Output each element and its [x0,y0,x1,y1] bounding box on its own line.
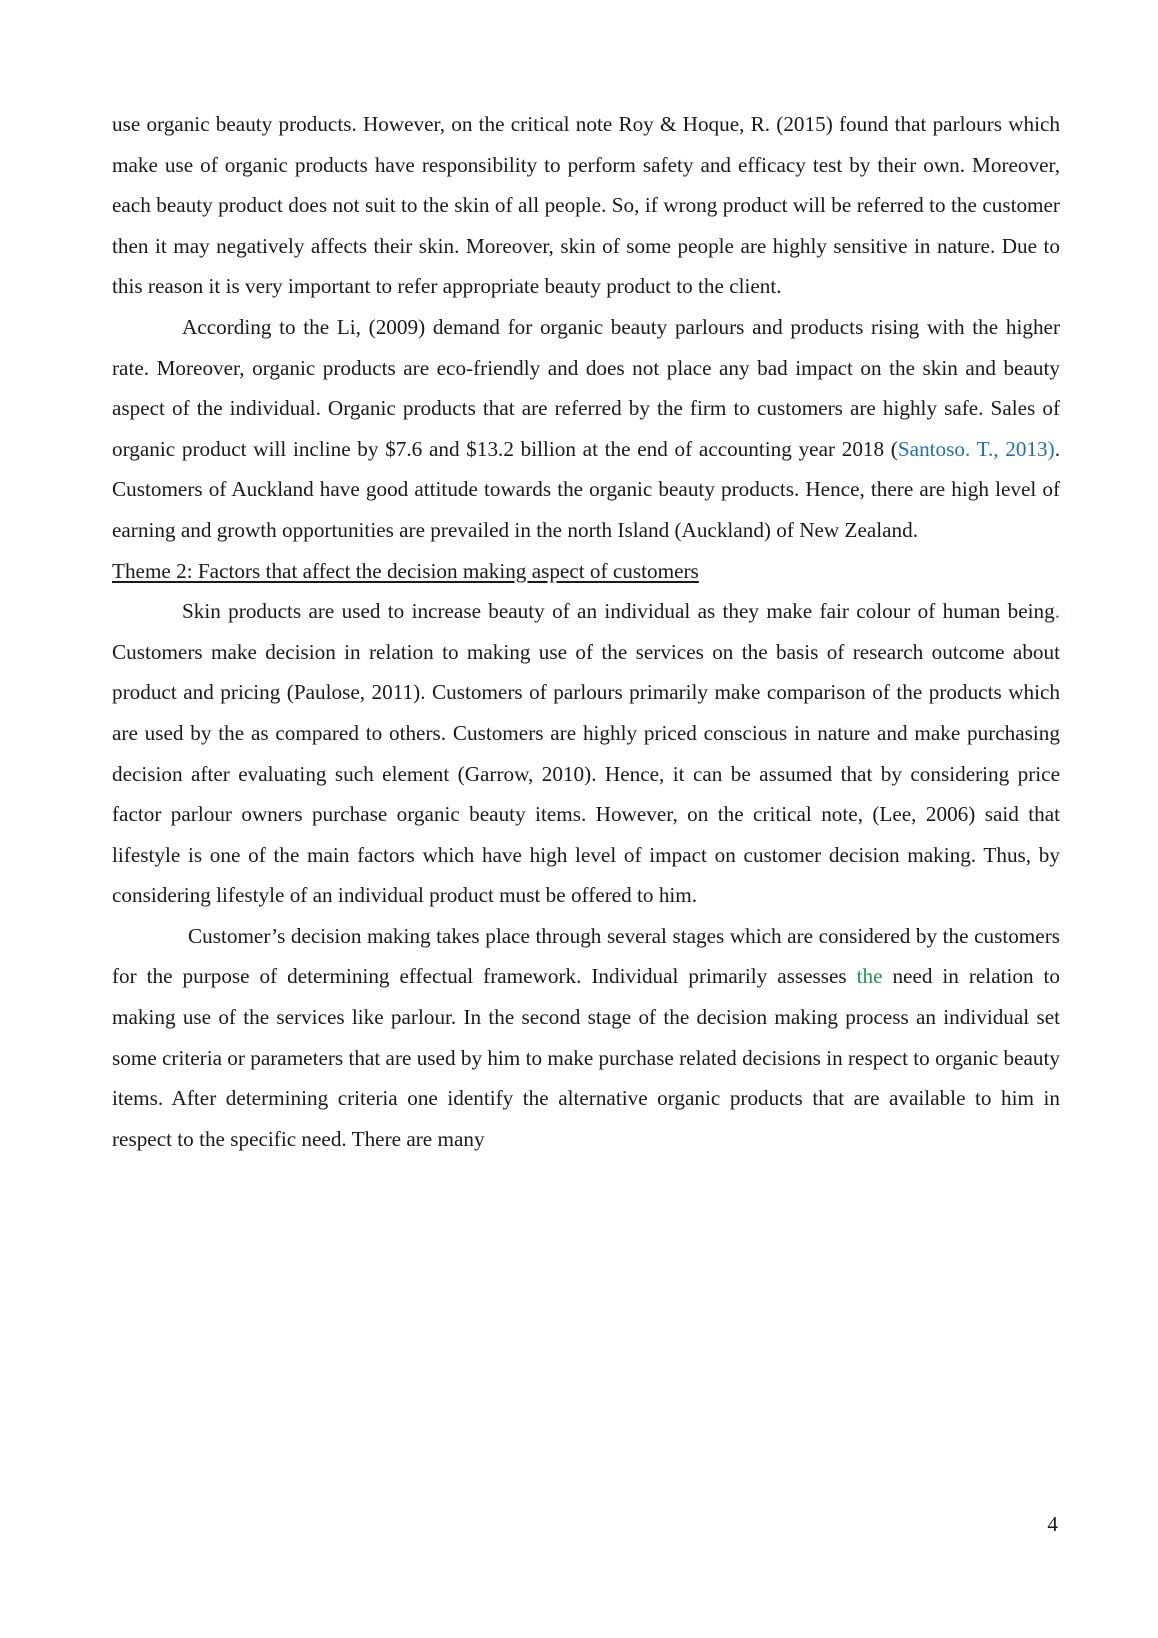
paragraph-text: Customers make decision in relation to making use of the services on the basis of research outcome about product and pricing (Paulose, 2011). Customers of parlours primarily make comparison of the products which are used by the as compared to others. Customers are highly priced conscious in nature and make purchasing decision after evaluating such element (Garrow, 2010). Hence, it can be assumed that by considering price factor parlour owners purchase organic beauty items. However, on the critical note, (Lee, 2006) said that lifestyle is one of the main factors which have high level of impact on customer decision making. Thus, by considering lifestyle of an individual product must be offered to him. [112,639,1060,908]
paragraph-text: . Customers of Auckland have good attitude towards the organic beauty products. Hence, there are high level of earning and growth opportunities are prevailed in the north Island (Auckland) of New Zealand. [112,436,1060,542]
paragraph-decision-stages [112,916,1060,1160]
document-body [112,104,1060,1159]
highlighted-word: the [856,964,883,989]
citation-link[interactable]: Santoso. T., 2013) [897,436,1055,461]
paragraph-text: Skin products are used to increase beauty of an individual as they make fair colour of human being [182,599,1055,624]
theme-2-heading [112,551,1060,592]
paragraph-organic-demand [112,307,1060,551]
highlighted-period: . [1054,599,1060,624]
paragraph-text: need in relation to making use of the services like parlour. In the second stage of the decision making process an individual set some criteria or parameters that are used by him to make purchase related decisions in respect to organic beauty items. After determining criteria one identify the alternative organic products that are available to him in respect to the specific need. There are many [112,964,1060,1151]
paragraph-text: use organic beauty products. However, on the critical note Roy & Hoque, R. (2015) found that parlours which make use of organic products have responsibility to perform safety and efficacy test by their own. Moreover, each beauty product does not suit to the skin of all people. So, if wrong product will be referred to the customer then it may negatively affects their skin. Moreover, skin of some people are highly sensitive in nature. Due to this reason it is very important to refer appropriate beauty product to the client. [112,112,1060,299]
heading-text: Theme 2: Factors that affect the decision making aspect of customers [112,558,699,583]
page-number: 4 [1047,1512,1058,1536]
paragraph-organic-products-safety [112,104,1060,307]
paragraph-customer-decisions [112,591,1060,916]
paragraph-text: Customer’s decision making takes place through several stages which are considered by the customers for the purpose of determining effectual framework. Individual primarily assesses [112,923,1060,989]
paragraph-text: According to the Li, (2009) demand for organic beauty parlours and products rising with the higher rate. Moreover, organic products are eco-friendly and does not place any bad impact on the skin and beauty aspect of the individual. Organic products that are referred by the firm to customers are highly safe. Sales of organic product will incline by $7.6 and $13.2 billion at the end of accounting year 2018 ( [112,314,1060,461]
